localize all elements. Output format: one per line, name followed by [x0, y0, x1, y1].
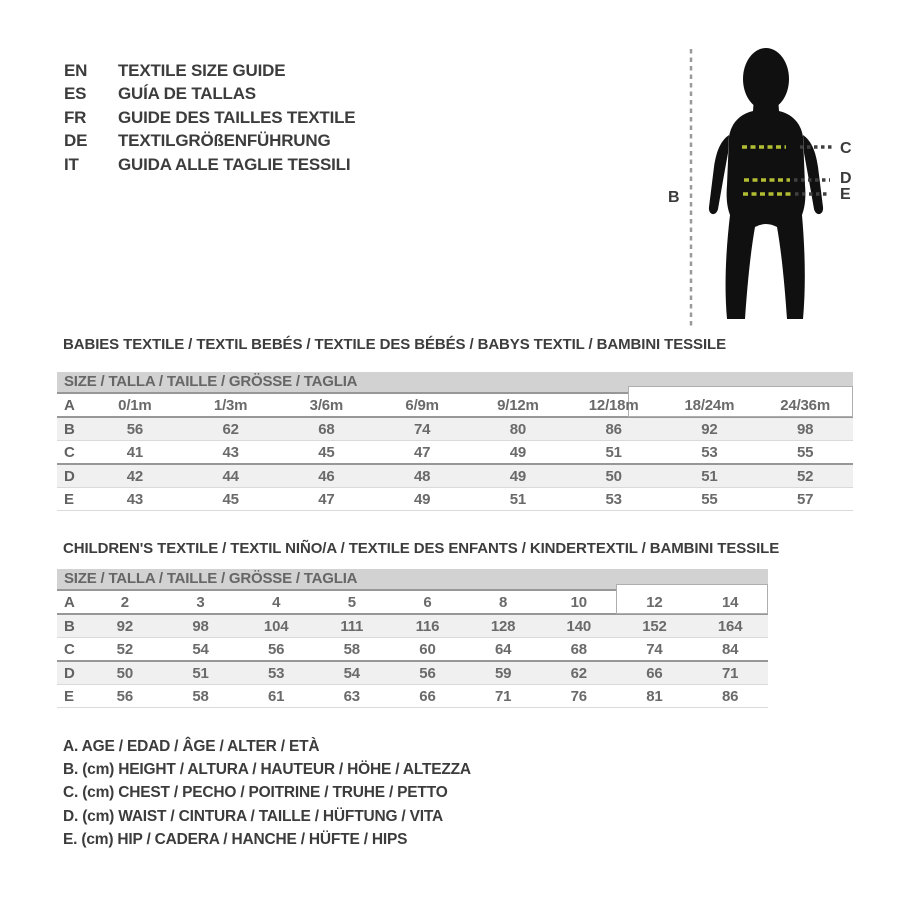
- row-label-cell: C: [64, 640, 75, 658]
- size-cell: 66: [646, 664, 663, 682]
- figure-label-chest: C: [840, 140, 852, 157]
- size-cell: 128: [490, 617, 516, 635]
- size-cell: 55: [796, 443, 814, 461]
- size-cell: 43: [222, 443, 239, 461]
- language-code: EN: [64, 61, 88, 80]
- language-title: TEXTILE SIZE GUIDE: [118, 61, 286, 80]
- size-cell: 80: [509, 420, 527, 438]
- size-cell: 24/36m: [780, 396, 830, 414]
- size-cell: 92: [701, 420, 718, 438]
- size-cell: 52: [796, 467, 814, 485]
- legend-line: B. (cm) HEIGHT / ALTURA / HAUTEUR / HÖHE / ALTEZZA: [63, 761, 471, 779]
- children-section-title: CHILDREN'S TEXTILE / TEXTIL NIÑO/A / TEXTILE DES ENFANTS / KINDERTEXTIL / BAMBINI TESSILE: [63, 540, 780, 557]
- size-cell: 41: [126, 443, 144, 461]
- table-row: [57, 464, 853, 488]
- size-cell: 6: [423, 593, 432, 611]
- language-title: TEXTILGRÖßENFÜHRUNG: [118, 131, 331, 151]
- legend-line: E. (cm) HIP / CADERA / HANCHE / HÜFTE / HIPS: [63, 830, 408, 848]
- size-cell: 152: [642, 617, 667, 635]
- size-cell: 104: [263, 617, 289, 635]
- child-silhouette-icon: [709, 48, 823, 319]
- size-cell: 14: [721, 593, 739, 611]
- size-cell: 92: [116, 617, 133, 635]
- size-cell: 64: [494, 640, 512, 658]
- size-cell: 51: [701, 467, 718, 485]
- size-cell: 44: [222, 467, 239, 485]
- size-cell: 62: [222, 420, 239, 438]
- size-cell: 50: [116, 664, 133, 682]
- size-cell: 54: [343, 664, 360, 682]
- size-cell: 51: [192, 664, 209, 682]
- size-cell: 48: [413, 467, 431, 485]
- size-cell: 86: [605, 420, 622, 438]
- size-cell: 49: [509, 443, 527, 461]
- children-size-table: [57, 569, 768, 708]
- row-label-cell: B: [64, 617, 75, 635]
- language-row: [64, 129, 355, 152]
- measurement-legend: [63, 735, 471, 851]
- babies-size-table: [57, 372, 853, 511]
- size-cell: 59: [494, 664, 512, 682]
- size-cell: 74: [413, 420, 431, 438]
- size-cell: 1/3m: [213, 396, 248, 414]
- language-title: GUIDA ALLE TAGLIE TESSILI: [118, 154, 351, 174]
- figure-label-height: B: [668, 189, 680, 206]
- table-row: [57, 685, 768, 708]
- row-label-cell: E: [64, 490, 74, 508]
- language-list: [64, 59, 355, 176]
- row-label-cell: E: [64, 687, 74, 705]
- legend-line: C. (cm) CHEST / PECHO / POITRINE / TRUHE / PETTO: [63, 784, 448, 802]
- measurement-figure: [658, 35, 868, 335]
- language-title: GUIDE DES TAILLES TEXTILE: [118, 107, 356, 127]
- size-cell: 10: [570, 593, 587, 611]
- size-cell: 63: [343, 687, 360, 705]
- size-cell: 98: [192, 617, 209, 635]
- figure-label-waist: D: [840, 170, 852, 187]
- size-cell: 57: [796, 490, 814, 508]
- row-label-cell: D: [64, 664, 75, 682]
- legend-line: D. (cm) WAIST / CINTURA / TAILLE / HÜFTUNG / VITA: [63, 807, 443, 825]
- size-cell: 5: [347, 593, 356, 611]
- size-cell: 53: [605, 490, 622, 508]
- size-cell: 49: [413, 490, 431, 508]
- size-cell: 98: [796, 420, 814, 438]
- size-cell: 58: [343, 640, 360, 658]
- size-cell: 47: [318, 490, 335, 508]
- size-cell: 164: [717, 617, 743, 635]
- size-cell: 68: [570, 640, 587, 658]
- size-cell: 3/6m: [309, 396, 344, 414]
- table-row: [57, 591, 768, 614]
- size-cell: 76: [570, 687, 587, 705]
- size-cell: 116: [415, 617, 440, 635]
- row-label-cell: A: [64, 396, 75, 414]
- size-cell: 86: [721, 687, 739, 705]
- size-cell: 74: [646, 640, 663, 658]
- language-row: [64, 59, 355, 82]
- size-cell: 56: [116, 687, 133, 705]
- size-cell: 111: [340, 617, 364, 635]
- size-cell: 56: [419, 664, 436, 682]
- size-cell: 6/9m: [405, 396, 439, 414]
- size-cell: 81: [646, 687, 663, 705]
- table-row: [57, 638, 768, 662]
- size-cell: 55: [701, 490, 718, 508]
- row-label-cell: A: [64, 593, 75, 611]
- size-cell: 71: [721, 664, 739, 682]
- babies-table-header: SIZE / TALLA / TAILLE / GRÖSSE / TAGLIA: [57, 372, 853, 394]
- figure-label-hip: E: [840, 186, 851, 203]
- size-cell: 71: [494, 687, 512, 705]
- language-row: [64, 153, 355, 176]
- size-cell: 84: [721, 640, 739, 658]
- size-cell: 56: [267, 640, 285, 658]
- size-cell: 54: [192, 640, 209, 658]
- size-cell: 60: [419, 640, 436, 658]
- language-row: [64, 82, 355, 105]
- language-code: FR: [64, 107, 87, 127]
- size-cell: 3: [196, 593, 205, 611]
- size-cell: 49: [509, 467, 527, 485]
- size-cell: 12/18m: [588, 396, 639, 414]
- size-cell: 50: [605, 467, 622, 485]
- size-cell: 2: [120, 593, 129, 611]
- size-cell: 61: [267, 687, 285, 705]
- size-cell: 68: [318, 420, 335, 438]
- size-cell: 8: [499, 593, 508, 611]
- size-cell: 43: [126, 490, 144, 508]
- row-label-cell: C: [64, 443, 75, 461]
- size-cell: 18/24m: [684, 396, 735, 414]
- size-cell: 58: [192, 687, 209, 705]
- language-code: IT: [64, 154, 79, 174]
- table-row: [57, 441, 853, 465]
- size-cell: 52: [116, 640, 133, 658]
- size-cell: 62: [570, 664, 587, 682]
- babies-section-title: BABIES TEXTILE / TEXTIL BEBÉS / TEXTILE DES BÉBÉS / BABYS TEXTIL / BAMBINI TESSILE: [63, 336, 726, 353]
- children-table-header: SIZE / TALLA / TAILLE / GRÖSSE / TAGLIA: [57, 569, 768, 591]
- size-cell: 51: [509, 490, 527, 508]
- size-cell: 51: [605, 443, 622, 461]
- table-row: [57, 661, 768, 685]
- size-cell: 140: [566, 617, 591, 635]
- size-cell: 47: [413, 443, 431, 461]
- size-cell: 56: [126, 420, 144, 438]
- table-row: [57, 394, 853, 417]
- table-row: [57, 614, 768, 638]
- row-label-cell: D: [64, 467, 75, 485]
- size-cell: 4: [272, 593, 281, 611]
- language-title: GUÍA DE TALLAS: [118, 84, 256, 104]
- size-cell: 9/12m: [497, 396, 539, 414]
- size-cell: 45: [318, 443, 335, 461]
- language-row: [64, 106, 355, 129]
- size-cell: 53: [267, 664, 285, 682]
- size-cell: 42: [126, 467, 144, 485]
- table-row: [57, 417, 853, 441]
- size-cell: 53: [701, 443, 718, 461]
- language-code: ES: [64, 84, 87, 104]
- legend-line: A. AGE / EDAD / ÂGE / ALTER / ETÀ: [63, 738, 320, 755]
- size-cell: 46: [318, 467, 335, 485]
- size-cell: 66: [419, 687, 436, 705]
- size-cell: 0/1m: [118, 396, 152, 414]
- size-cell: 12: [646, 593, 663, 611]
- table-row: [57, 488, 853, 511]
- language-code: DE: [64, 131, 88, 151]
- row-label-cell: B: [64, 420, 75, 438]
- size-cell: 45: [222, 490, 239, 508]
